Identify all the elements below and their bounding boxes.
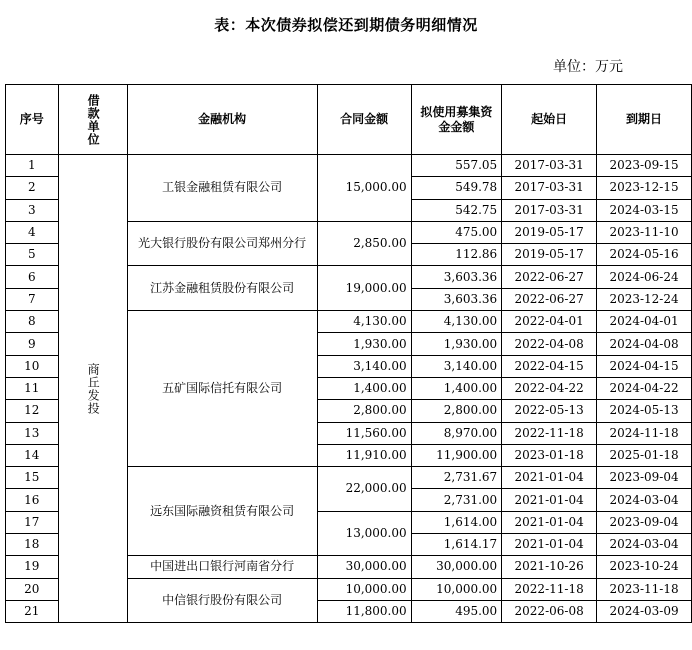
row-seq: 8 [6,311,59,333]
end-date-cell: 2024-06-24 [597,266,692,288]
header-end-date: 到期日 [597,85,692,155]
end-date-cell: 2023-11-18 [597,578,692,600]
institution-cell: 工银金融租赁有限公司 [127,155,317,222]
use-amount-cell: 1,614.17 [411,534,502,556]
row-seq: 7 [6,288,59,310]
start-date-cell: 2023-01-18 [502,444,597,466]
contract-amount-cell: 1,400.00 [317,377,411,399]
borrower-cell: 商丘发投 [58,155,127,623]
row-seq: 10 [6,355,59,377]
start-date-cell: 2022-04-15 [502,355,597,377]
debt-detail-table [5,84,692,623]
use-amount-cell: 495.00 [411,600,502,622]
end-date-cell: 2024-05-16 [597,244,692,266]
table-row [6,155,692,177]
end-date-cell: 2023-11-10 [597,221,692,243]
unit-label: 单位：万元 [553,59,623,75]
row-seq: 20 [6,578,59,600]
use-amount-cell: 2,800.00 [411,400,502,422]
contract-amount-cell: 13,000.00 [317,511,411,556]
start-date-cell: 2022-05-13 [502,400,597,422]
end-date-cell: 2024-03-09 [597,600,692,622]
row-seq: 3 [6,199,59,221]
start-date-cell: 2021-10-26 [502,556,597,578]
start-date-cell: 2021-01-04 [502,489,597,511]
header-contract: 合同金额 [317,85,411,155]
end-date-cell: 2024-04-15 [597,355,692,377]
use-amount-cell: 557.05 [411,155,502,177]
contract-amount-cell: 1,930.00 [317,333,411,355]
row-seq: 6 [6,266,59,288]
header-row [6,85,692,155]
row-seq: 4 [6,221,59,243]
header-start-date: 起始日 [502,85,597,155]
end-date-cell: 2023-12-15 [597,177,692,199]
row-seq: 14 [6,444,59,466]
row-seq: 16 [6,489,59,511]
institution-cell: 五矿国际信托有限公司 [127,311,317,467]
use-amount-cell: 1,400.00 [411,377,502,399]
start-date-cell: 2019-05-17 [502,244,597,266]
row-seq: 18 [6,534,59,556]
use-amount-cell: 112.86 [411,244,502,266]
row-seq: 17 [6,511,59,533]
start-date-cell: 2022-06-08 [502,600,597,622]
start-date-cell: 2019-05-17 [502,221,597,243]
end-date-cell: 2024-03-04 [597,489,692,511]
end-date-cell: 2024-03-04 [597,534,692,556]
use-amount-cell: 1,614.00 [411,511,502,533]
contract-amount-cell: 2,850.00 [317,221,411,266]
row-seq: 1 [6,155,59,177]
row-seq: 13 [6,422,59,444]
header-institution: 金融机构 [127,85,317,155]
contract-amount-cell: 15,000.00 [317,155,411,222]
contract-amount-cell: 11,560.00 [317,422,411,444]
contract-amount-cell: 11,910.00 [317,444,411,466]
use-amount-cell: 1,930.00 [411,333,502,355]
start-date-cell: 2022-11-18 [502,578,597,600]
institution-cell: 远东国际融资租赁有限公司 [127,467,317,556]
header-borrower: 借款单位 [58,85,127,155]
institution-cell: 中信银行股份有限公司 [127,578,317,623]
institution-cell: 中国进出口银行河南省分行 [127,556,317,578]
use-amount-cell: 2,731.67 [411,467,502,489]
start-date-cell: 2022-06-27 [502,266,597,288]
table-body [6,155,692,623]
use-amount-cell: 3,603.36 [411,288,502,310]
use-amount-cell: 475.00 [411,221,502,243]
use-amount-cell: 542.75 [411,199,502,221]
end-date-cell: 2025-01-18 [597,444,692,466]
end-date-cell: 2024-04-08 [597,333,692,355]
contract-amount-cell: 22,000.00 [317,467,411,512]
institution-cell: 光大银行股份有限公司郑州分行 [127,221,317,266]
contract-amount-cell: 4,130.00 [317,311,411,333]
row-seq: 19 [6,556,59,578]
start-date-cell: 2022-04-22 [502,377,597,399]
end-date-cell: 2023-09-15 [597,155,692,177]
use-amount-cell: 11,900.00 [411,444,502,466]
start-date-cell: 2021-01-04 [502,534,597,556]
contract-amount-cell: 3,140.00 [317,355,411,377]
end-date-cell: 2024-05-13 [597,400,692,422]
contract-amount-cell: 30,000.00 [317,556,411,578]
row-seq: 21 [6,600,59,622]
header-seq: 序号 [6,85,59,155]
end-date-cell: 2023-10-24 [597,556,692,578]
start-date-cell: 2021-01-04 [502,511,597,533]
start-date-cell: 2022-04-08 [502,333,597,355]
row-seq: 15 [6,467,59,489]
use-amount-cell: 2,731.00 [411,489,502,511]
use-amount-cell: 10,000.00 [411,578,502,600]
end-date-cell: 2023-09-04 [597,511,692,533]
contract-amount-cell: 10,000.00 [317,578,411,600]
use-amount-cell: 4,130.00 [411,311,502,333]
contract-amount-cell: 2,800.00 [317,400,411,422]
start-date-cell: 2017-03-31 [502,199,597,221]
contract-amount-cell: 19,000.00 [317,266,411,311]
start-date-cell: 2022-06-27 [502,288,597,310]
end-date-cell: 2024-04-22 [597,377,692,399]
start-date-cell: 2021-01-04 [502,467,597,489]
row-seq: 9 [6,333,59,355]
institution-cell: 江苏金融租赁股份有限公司 [127,266,317,311]
end-date-cell: 2024-04-01 [597,311,692,333]
row-seq: 5 [6,244,59,266]
use-amount-cell: 549.78 [411,177,502,199]
end-date-cell: 2024-03-15 [597,199,692,221]
row-seq: 2 [6,177,59,199]
end-date-cell: 2024-11-18 [597,422,692,444]
use-amount-cell: 3,603.36 [411,266,502,288]
end-date-cell: 2023-09-04 [597,467,692,489]
row-seq: 11 [6,377,59,399]
start-date-cell: 2017-03-31 [502,177,597,199]
use-amount-cell: 8,970.00 [411,422,502,444]
row-seq: 12 [6,400,59,422]
start-date-cell: 2022-04-01 [502,311,597,333]
use-amount-cell: 3,140.00 [411,355,502,377]
end-date-cell: 2023-12-24 [597,288,692,310]
start-date-cell: 2017-03-31 [502,155,597,177]
contract-amount-cell: 11,800.00 [317,600,411,622]
use-amount-cell: 30,000.00 [411,556,502,578]
start-date-cell: 2022-11-18 [502,422,597,444]
document-title: 表：本次债券拟偿还到期债务明细情况 [214,16,478,34]
header-use-amount: 拟使用募集资金金额 [411,85,502,155]
